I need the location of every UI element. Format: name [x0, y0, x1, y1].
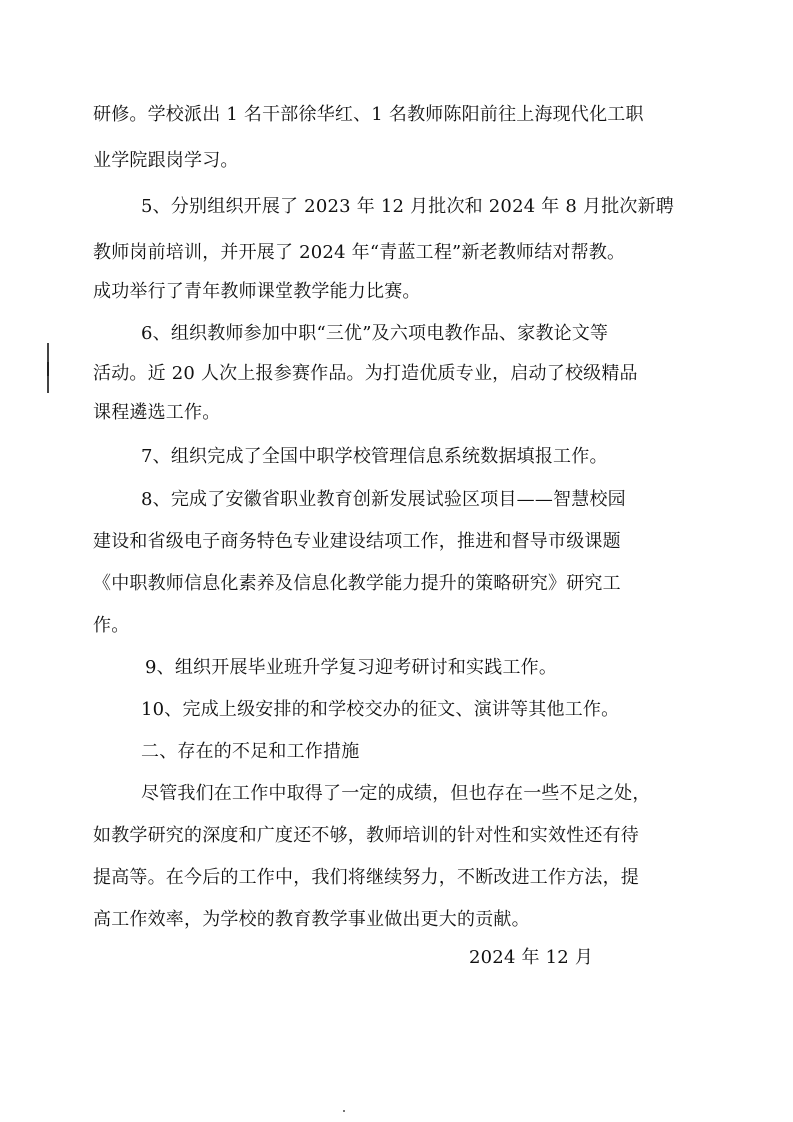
item-6-line-3: 课程遴选工作。: [93, 402, 221, 423]
item-6-line-2: 活动。近 20 人次上报参赛作品。为打造优质专业，启动了校级精品: [93, 363, 638, 384]
scan-dust-dot: [343, 1110, 345, 1112]
closing-line-3: 提高等。在今后的工作中，我们将继续努力，不断改进工作方法，提: [93, 867, 639, 888]
document-date: 2024 年 12 月: [469, 947, 594, 968]
item-8-line-4: 作。: [93, 615, 130, 636]
item-5-line-2: 教师岗前培训，并开展了 2024 年“青蓝工程”新老教师结对帮教。: [93, 242, 626, 263]
closing-line-4: 高工作效率，为学校的教育教学事业做出更大的贡献。: [93, 909, 530, 930]
item-8-line-1: 8、完成了安徽省职业教育创新发展试验区项目——智慧校园: [141, 489, 626, 510]
section-heading: 二、存在的不足和工作措施: [141, 741, 360, 762]
item-7-line-1: 7、组织完成了全国中职学校管理信息系统数据填报工作。: [141, 446, 608, 467]
item-10-line-1: 10、完成上级安排的和学校交办的征文、演讲等其他工作。: [141, 699, 620, 720]
closing-line-1: 尽管我们在工作中取得了一定的成绩，但也存在一些不足之处，: [141, 783, 651, 804]
item-8-line-3: 《中职教师信息化素养及信息化教学能力提升的策略研究》研究工: [93, 573, 621, 594]
scan-margin-mark-dark: [47, 362, 49, 376]
text-line-2: 业学院跟岗学习。: [93, 150, 239, 171]
text-line-1: 研修。学校派出 1 名干部徐华红、1 名教师陈阳前往上海现代化工职: [93, 104, 644, 125]
item-9-line-1: 9、组织开展毕业班升学复习迎考研讨和实践工作。: [145, 657, 558, 678]
item-6-line-1: 6、组织教师参加中职“三优”及六项电教作品、家教论文等: [141, 323, 609, 344]
item-8-line-2: 建设和省级电子商务特色专业建设结项工作，推进和督导市级课题: [93, 531, 621, 552]
closing-line-2: 如教学研究的深度和广度还不够，教师培训的针对性和实效性还有待: [93, 825, 639, 846]
item-5-line-1: 5、分别组织开展了 2023 年 12 月批次和 2024 年 8 月批次新聘: [141, 196, 674, 217]
item-5-line-3: 成功举行了青年教师课堂教学能力比赛。: [93, 281, 421, 302]
